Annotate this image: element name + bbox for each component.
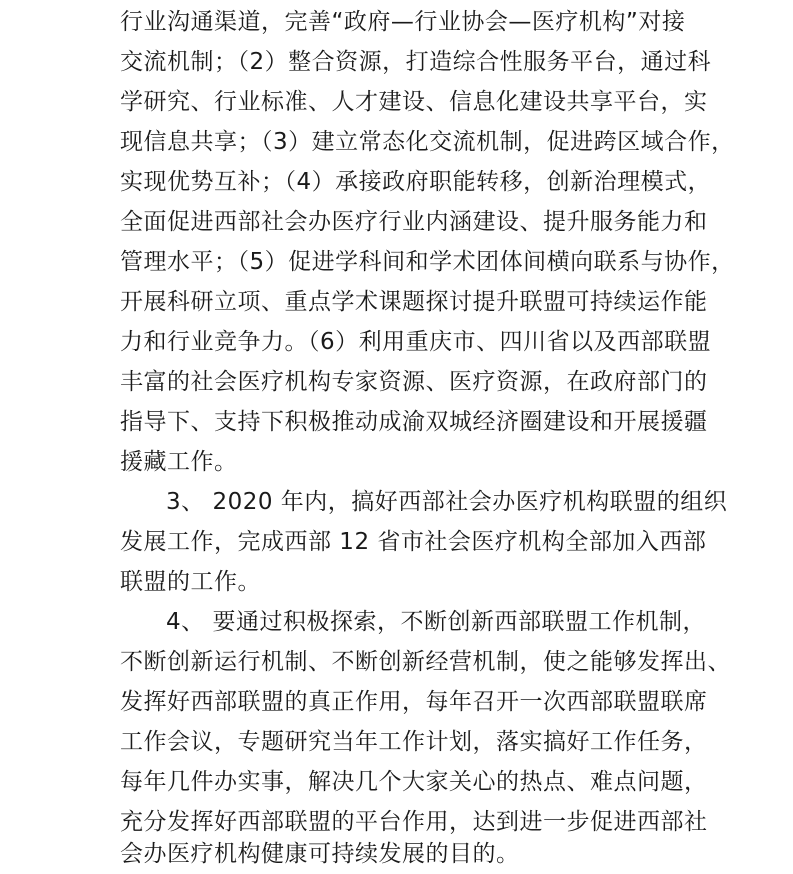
text-line: 指导下、支持下积极推动成渝双城经济圈建设和开展援疆 (120, 409, 708, 435)
text-line: 力和行业竞争力。（6）利用重庆市、四川省以及西部联盟 (120, 329, 712, 355)
text-line: 丰富的社会医疗机构专家资源、医疗资源，在政府部门的 (120, 369, 708, 395)
text-line: 交流机制；（2）整合资源，打造综合性服务平台，通过科 (120, 49, 712, 75)
text-line: 学研究、行业标准、人才建设、信息化建设共享平台，实 (120, 89, 708, 115)
text-line: 每年几件办实事，解决几个大家关心的热点、难点问题， (120, 769, 708, 795)
text-line: 开展科研立项、重点学术课题探讨提升联盟可持续运作能 (120, 289, 708, 315)
text-line: 行业沟通渠道，完善“政府—行业协会—医疗机构”对接 (120, 9, 686, 35)
text-line: 联盟的工作。 (120, 569, 261, 595)
text-line: 全面促进西部社会办医疗行业内涵建设、提升服务能力和 (120, 209, 708, 235)
paragraph-3-first-line: 3、 2020 年内，搞好西部社会办医疗机构联盟的组织 (166, 489, 728, 515)
text-line: 援藏工作。 (120, 449, 238, 475)
text-line: 充分发挥好西部联盟的平台作用，达到进一步促进西部社 (120, 809, 708, 835)
text-line: 管理水平；（5）促进学科间和学术团体间横向联系与协作， (120, 249, 735, 275)
paragraph-4-first-line: 4、 要通过积极探索，不断创新西部联盟工作机制， (166, 609, 706, 635)
text-line: 发展工作，完成西部 12 省市社会医疗机构全部加入西部 (120, 529, 707, 555)
text-line: 工作会议，专题研究当年工作计划，落实搞好工作任务， (120, 729, 708, 755)
text-line: 实现优势互补；（4）承接政府职能转移，创新治理模式， (120, 169, 712, 195)
text-line: 不断创新运行机制、不断创新经营机制，使之能够发挥出、 (120, 649, 731, 675)
text-line: 会办医疗机构健康可持续发展的目的。 (120, 841, 520, 867)
text-line: 现信息共享；（3）建立常态化交流机制，促进跨区域合作， (120, 129, 735, 155)
text-line: 发挥好西部联盟的真正作用，每年召开一次西部联盟联席 (120, 689, 708, 715)
